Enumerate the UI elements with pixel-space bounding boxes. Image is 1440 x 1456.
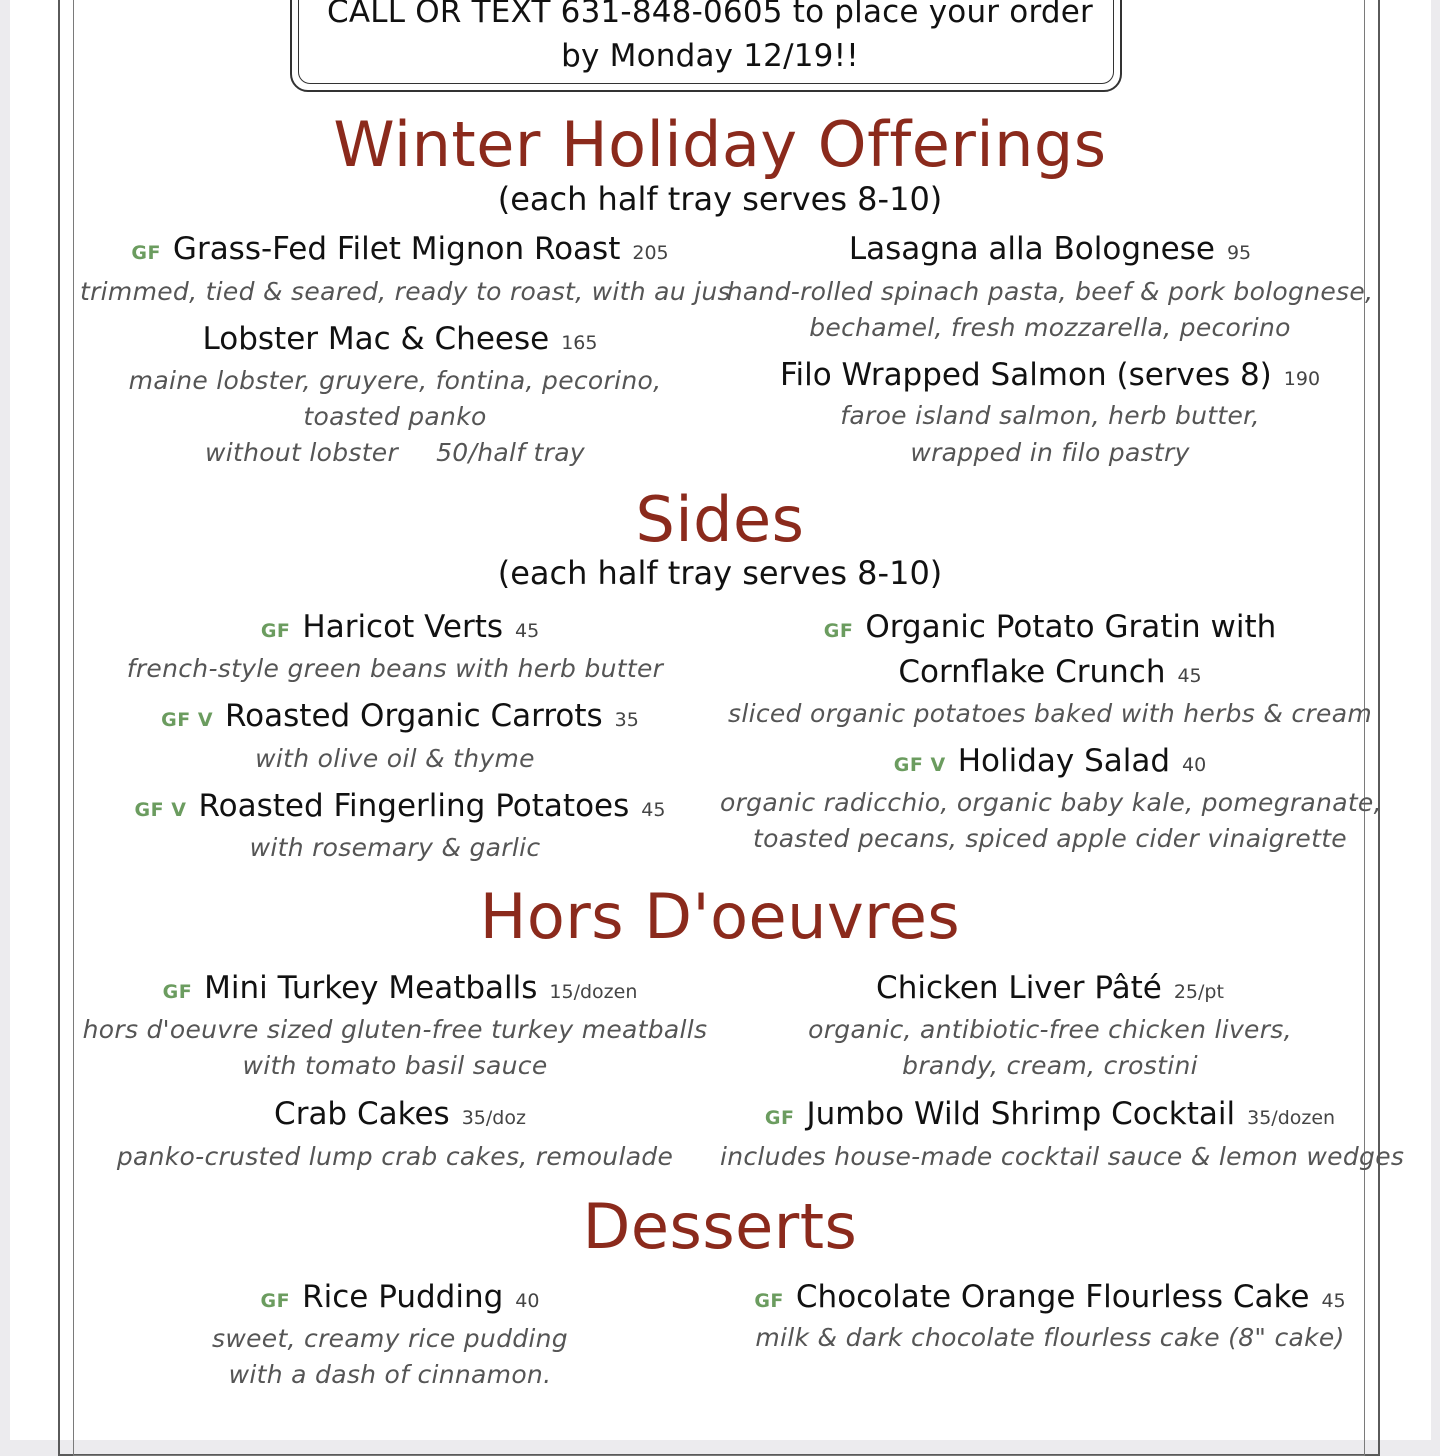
menu-item-chocolate-orange-cake: [720, 1279, 1380, 1315]
section-title-sides: Sides: [635, 483, 805, 556]
item-description: wrapped in filo pastry: [910, 438, 1190, 467]
menu-item-fingerling-potatoes: [80, 788, 720, 824]
item-price: 15/dozen: [549, 981, 638, 1003]
item-price: 35/dozen: [1247, 1107, 1336, 1129]
dietary-tag: GF V: [134, 799, 187, 821]
item-description: maine lobster, gruyere, fontina, pecorino,: [128, 366, 662, 395]
option-label: without lobster: [205, 438, 399, 467]
item-price: 45: [515, 620, 540, 642]
dietary-tag: GF: [131, 242, 161, 264]
section-title-winter: Winter Holiday Offerings: [333, 108, 1107, 181]
menu-item-holiday-salad: [720, 743, 1380, 779]
item-description: milk & dark chocolate flourless cake (8" cake): [755, 1323, 1345, 1352]
item-price: 190: [1283, 368, 1321, 390]
item-price: 25/pt: [1173, 981, 1224, 1003]
menu-item-lasagna: [720, 231, 1380, 267]
item-price: 40: [515, 1290, 540, 1312]
item-description: toasted pecans, spiced apple cider vinaigrette: [753, 824, 1347, 853]
item-price: 45: [1321, 1290, 1346, 1312]
dietary-tag: GF: [162, 981, 193, 1003]
item-name: Holiday Salad: [957, 743, 1171, 779]
menu-item-filo-salmon: [720, 357, 1380, 393]
item-description: panko-crusted lump crab cakes, remoulade: [116, 1142, 674, 1171]
item-price: 95: [1226, 242, 1252, 264]
dietary-tag: GF: [764, 1107, 795, 1129]
menu-item-filet-mignon: [80, 231, 720, 267]
menu-item-turkey-meatballs: [80, 970, 720, 1006]
item-name: Roasted Fingerling Potatoes: [198, 788, 630, 824]
item-price: 45: [1177, 665, 1202, 687]
item-name-line2: Cornflake Crunch: [898, 654, 1166, 690]
item-name: Mini Turkey Meatballs: [204, 970, 538, 1006]
item-description: bechamel, fresh mozzarella, pecorino: [809, 313, 1291, 342]
dietary-tag: GF: [823, 620, 854, 642]
item-name: Rice Pudding: [302, 1279, 504, 1315]
item-price: 35: [614, 709, 639, 731]
section-title-hors-doeuvres: Hors D'oeuvres: [479, 880, 961, 953]
item-description: sliced organic potatoes baked with herbs & cream: [728, 699, 1372, 728]
item-name: Haricot Verts: [302, 609, 503, 645]
order-notice-line2: by Monday 12/19!!: [561, 38, 859, 74]
item-price: 205: [632, 242, 669, 264]
item-description: with olive oil & thyme: [255, 744, 535, 773]
item-name: Jumbo Wild Shrimp Cocktail: [806, 1096, 1236, 1132]
item-price: 35/doz: [461, 1107, 526, 1129]
item-price: 165: [561, 332, 598, 354]
menu-item-rice-pudding: [80, 1279, 720, 1315]
section-subtitle-winter: (each half tray serves 8-10): [497, 180, 943, 218]
item-description: brandy, cream, crostini: [902, 1051, 1198, 1080]
item-name: Chocolate Orange Flourless Cake: [795, 1279, 1310, 1315]
dietary-tag: GF: [260, 620, 291, 642]
menu-item-crab-cakes: [80, 1096, 720, 1132]
item-description: with a dash of cinnamon.: [228, 1360, 552, 1389]
dietary-tag: GF: [754, 1290, 784, 1312]
dietary-tag: GF V: [893, 754, 946, 776]
item-description: sweet, creamy rice pudding: [212, 1324, 568, 1353]
item-name: Lobster Mac & Cheese: [202, 321, 550, 357]
dietary-tag: GF V: [161, 709, 214, 731]
item-name: Crab Cakes: [274, 1096, 450, 1132]
menu-item-haricot-verts: [80, 609, 720, 645]
menu-item-shrimp-cocktail: [720, 1096, 1380, 1132]
item-description: with tomato basil sauce: [242, 1051, 548, 1080]
menu-item-roasted-carrots: [80, 698, 720, 734]
item-description: toasted panko: [303, 402, 487, 431]
item-name: Lasagna alla Bolognese: [848, 231, 1215, 267]
item-description: faroe island salmon, herb butter,: [840, 401, 1260, 430]
menu-item-potato-gratin: [720, 609, 1380, 645]
item-name: Filo Wrapped Salmon (serves 8): [779, 357, 1272, 393]
menu-item-lobster-mac: [80, 321, 720, 357]
item-description: french-style green beans with herb butter: [126, 654, 664, 683]
item-price: 40: [1182, 754, 1207, 776]
option-price: 50/half tray: [436, 438, 585, 467]
item-description: hand-rolled spinach pasta, beef & pork bolognese,: [726, 277, 1374, 306]
item-description: trimmed, tied & seared, ready to roast, with au jus: [80, 277, 731, 306]
item-name-line1: Organic Potato Gratin with: [865, 609, 1277, 645]
item-description: hors d'oeuvre sized gluten-free turkey meatballs: [82, 1015, 708, 1044]
item-description: organic radicchio, organic baby kale, pomegranate,: [720, 788, 1382, 817]
item-name: Chicken Liver Pâté: [876, 970, 1162, 1006]
item-name: Roasted Organic Carrots: [225, 698, 603, 734]
item-description: with rosemary & garlic: [249, 833, 541, 862]
item-description: includes house-made cocktail sauce & lemon wedges: [720, 1142, 1405, 1171]
dietary-tag: GF: [260, 1290, 291, 1312]
item-option-without-lobster: [80, 438, 710, 467]
menu-item-chicken-liver-pate: [720, 970, 1380, 1006]
menu-item-potato-gratin-line2: [720, 654, 1380, 690]
item-description: organic, antibiotic-free chicken livers,: [808, 1015, 1292, 1044]
order-notice-line1: CALL OR TEXT 631-848-0605 to place your order: [327, 0, 1093, 30]
section-title-desserts: Desserts: [582, 1190, 858, 1263]
section-subtitle-sides: (each half tray serves 8-10): [497, 554, 943, 592]
item-price: 45: [641, 799, 666, 821]
item-name: Grass-Fed Filet Mignon Roast: [172, 231, 621, 267]
